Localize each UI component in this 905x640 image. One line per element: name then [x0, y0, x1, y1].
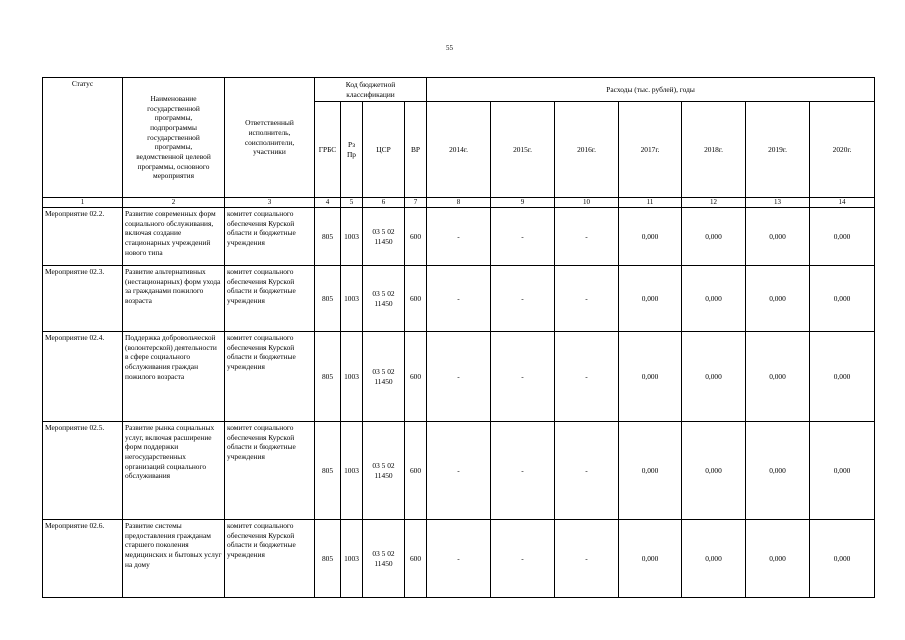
row-grbs: 805 — [315, 422, 341, 520]
row-rzpr: 1003 — [341, 520, 363, 598]
row-value: 0,000 — [619, 520, 682, 598]
row-value: 0,000 — [682, 208, 746, 266]
row-vr: 600 — [405, 266, 427, 332]
row-value: - — [555, 208, 619, 266]
row-rzpr: 1003 — [341, 422, 363, 520]
row-value: - — [491, 208, 555, 266]
header-budget-code: Код бюджетной классификации — [315, 78, 427, 102]
row-csr: 03 5 02 11450 — [363, 422, 405, 520]
column-number: 6 — [363, 198, 405, 208]
header-executor: Ответственный исполнитель, соисполнители, участники — [225, 78, 315, 198]
row-value: 0,000 — [619, 422, 682, 520]
row-executor: комитет социального обеспечения Курской области и бюджетные учреждения — [225, 208, 315, 266]
header-year: 2020г. — [810, 102, 875, 198]
row-value: 0,000 — [746, 266, 810, 332]
row-rzpr: 1003 — [341, 332, 363, 422]
row-value: - — [555, 422, 619, 520]
row-value: 0,000 — [619, 266, 682, 332]
row-value: 0,000 — [746, 520, 810, 598]
row-csr: 03 5 02 11450 — [363, 520, 405, 598]
column-number: 3 — [225, 198, 315, 208]
row-value: 0,000 — [682, 520, 746, 598]
row-value: - — [427, 266, 491, 332]
row-csr: 03 5 02 11450 — [363, 266, 405, 332]
row-vr: 600 — [405, 520, 427, 598]
row-grbs: 805 — [315, 520, 341, 598]
column-number: 11 — [619, 198, 682, 208]
row-value: - — [555, 266, 619, 332]
row-value: - — [427, 208, 491, 266]
header-vr: ВР — [405, 102, 427, 198]
header-year: 2016г. — [555, 102, 619, 198]
row-value: 0,000 — [746, 208, 810, 266]
row-rzpr: 1003 — [341, 266, 363, 332]
column-number: 7 — [405, 198, 427, 208]
header-year: 2018г. — [682, 102, 746, 198]
header-rzpr: Рз Пр — [341, 102, 363, 198]
row-vr: 600 — [405, 422, 427, 520]
column-number: 2 — [123, 198, 225, 208]
page-number: 55 — [446, 44, 453, 52]
row-rzpr: 1003 — [341, 208, 363, 266]
header-expenses: Расходы (тыс. рублей), годы — [427, 78, 875, 102]
row-value: 0,000 — [810, 208, 875, 266]
header-year: 2014г. — [427, 102, 491, 198]
row-value: 0,000 — [810, 422, 875, 520]
row-value: 0,000 — [682, 266, 746, 332]
row-value: - — [555, 332, 619, 422]
row-value: 0,000 — [810, 332, 875, 422]
row-csr: 03 5 02 11450 — [363, 332, 405, 422]
row-csr: 03 5 02 11450 — [363, 208, 405, 266]
row-status: Мероприятие 02.4. — [43, 332, 123, 422]
header-year: 2015г. — [491, 102, 555, 198]
column-number: 9 — [491, 198, 555, 208]
row-value: 0,000 — [682, 332, 746, 422]
column-number: 14 — [810, 198, 875, 208]
table-row — [43, 520, 875, 598]
row-status: Мероприятие 02.3. — [43, 266, 123, 332]
header-year: 2019г. — [746, 102, 810, 198]
row-name: Поддержка добровольческой (волонтерской) деятельности в сфере социального обслуживания граждан пожилого возраста — [123, 332, 225, 422]
row-value: 0,000 — [746, 422, 810, 520]
row-value: 0,000 — [746, 332, 810, 422]
column-number: 5 — [341, 198, 363, 208]
row-value: 0,000 — [619, 208, 682, 266]
row-value: - — [491, 332, 555, 422]
row-status: Мероприятие 02.5. — [43, 422, 123, 520]
column-number: 4 — [315, 198, 341, 208]
header-status: Статус — [43, 78, 123, 198]
column-number: 8 — [427, 198, 491, 208]
header-name: Наименование государственной программы, подпрограммы государственной программы, ведомственной целевой программы, основного мероприятия — [123, 78, 225, 198]
row-name: Развитие альтернативных (нестационарных) форм ухода за гражданами пожилого возраста — [123, 266, 225, 332]
row-value: - — [427, 332, 491, 422]
column-number: 12 — [682, 198, 746, 208]
row-grbs: 805 — [315, 332, 341, 422]
row-value: - — [491, 422, 555, 520]
header-csr: ЦСР — [363, 102, 405, 198]
row-vr: 600 — [405, 208, 427, 266]
row-vr: 600 — [405, 332, 427, 422]
row-value: 0,000 — [619, 332, 682, 422]
row-value: - — [491, 266, 555, 332]
row-value: 0,000 — [810, 266, 875, 332]
row-grbs: 805 — [315, 266, 341, 332]
row-value: - — [427, 422, 491, 520]
row-executor: комитет социального обеспечения Курской области и бюджетные учреждения — [225, 332, 315, 422]
table-row — [43, 208, 875, 266]
table-row — [43, 266, 875, 332]
column-number: 13 — [746, 198, 810, 208]
row-name: Развитие системы предоставления гражданам старшего поколения медицинских и бытовых услуг на дому — [123, 520, 225, 598]
row-executor: комитет социального обеспечения Курской области и бюджетные учреждения — [225, 266, 315, 332]
header-year: 2017г. — [619, 102, 682, 198]
row-executor: комитет социального обеспечения Курской области и бюджетные учреждения — [225, 422, 315, 520]
row-executor: комитет социального обеспечения Курской области и бюджетные учреждения — [225, 520, 315, 598]
row-name: Развитие современных форм социального обслуживания, включая создание стационарных учреждений нового типа — [123, 208, 225, 266]
table-row — [43, 332, 875, 422]
row-name: Развитие рынка социальных услуг, включая расширение форм поддержки негосударственных организаций социального обслуживания — [123, 422, 225, 520]
row-status: Мероприятие 02.2. — [43, 208, 123, 266]
row-value: - — [555, 520, 619, 598]
column-number: 10 — [555, 198, 619, 208]
budget-expenses-table — [42, 77, 875, 598]
row-value: - — [427, 520, 491, 598]
table-row — [43, 422, 875, 520]
header-grbs: ГРБС — [315, 102, 341, 198]
column-number: 1 — [43, 198, 123, 208]
row-value: 0,000 — [682, 422, 746, 520]
row-grbs: 805 — [315, 208, 341, 266]
row-value: - — [491, 520, 555, 598]
row-value: 0,000 — [810, 520, 875, 598]
row-status: Мероприятие 02.6. — [43, 520, 123, 598]
